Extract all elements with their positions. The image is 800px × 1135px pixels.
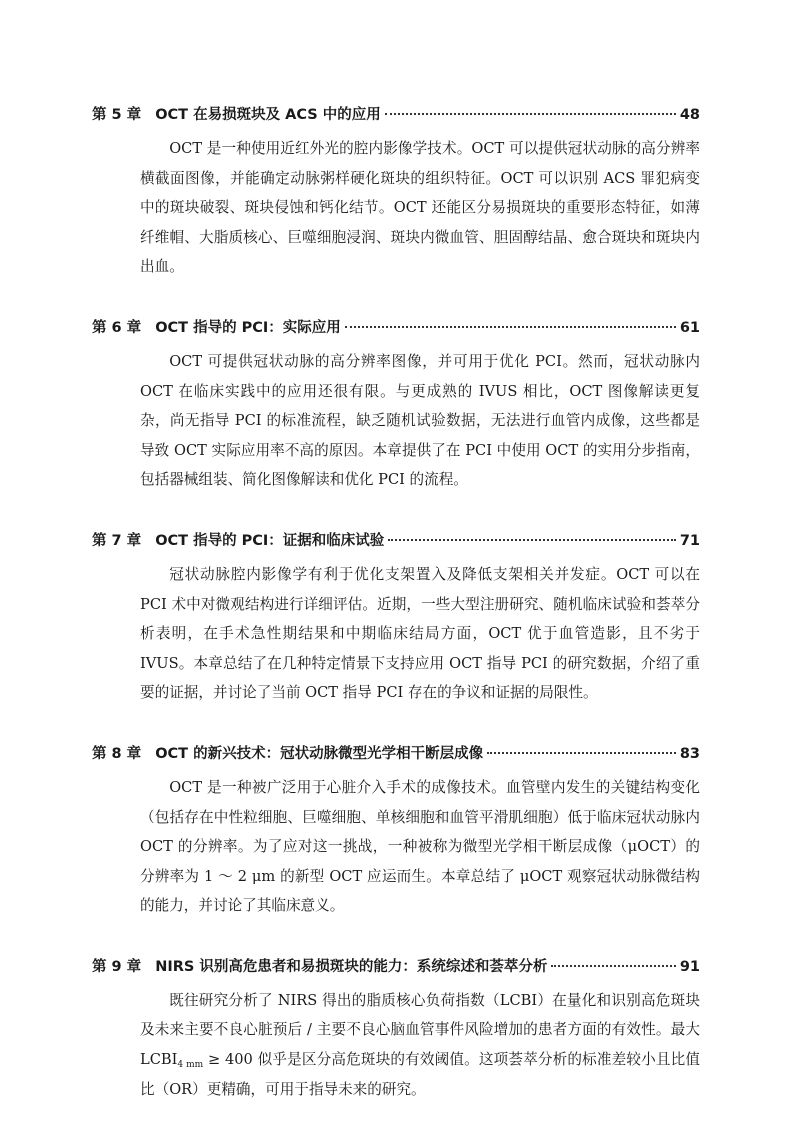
chapter-heading — [92, 313, 700, 343]
chapter-8 — [92, 739, 700, 921]
chapter-9 — [92, 952, 700, 1104]
chapter-5 — [92, 100, 700, 282]
dot-leader — [551, 965, 675, 967]
dot-leader — [388, 539, 676, 541]
page-number: 61 — [679, 319, 700, 336]
chapter-title: OCT 指导的 PCI：实际应用 — [155, 319, 341, 336]
chapter-7 — [92, 526, 700, 708]
chapter-heading — [92, 952, 700, 982]
chapter-number: 第 7 章 — [92, 532, 142, 549]
document-page — [92, 100, 700, 1135]
chapter-heading — [92, 739, 700, 769]
chapter-title: NIRS 识别高危患者和易损斑块的能力：系统综述和荟萃分析 — [155, 958, 548, 975]
page-number: 83 — [679, 745, 700, 762]
page-number: 48 — [679, 107, 700, 123]
chapter-number: 第 9 章 — [92, 958, 142, 975]
chapter-summary: OCT 是一种被广泛用于心脏介入手术的成像技术。血管壁内发生的关键结构变化（包括存在中性粒细胞、巨噬细胞、单核细胞和血管平滑肌细胞）低于临床冠状动脉内 OCT 的分辨率。为了应对这一挑战，一种被称为微型光学相干断层成像（μOCT）的分辨率为 1 ～ 2 μm 的新型 OCT 应运而生。本章总结了 μOCT 观察冠状动脉微结构的能力，并讨论了其临床意义。 — [140, 778, 700, 915]
chapter-number: 第 8 章 — [92, 745, 142, 762]
chapter-title: OCT 的新兴技术：冠状动脉微型光学相干断层成像 — [155, 745, 484, 762]
dot-leader — [345, 326, 676, 328]
chapter-title: OCT 指导的 PCI：证据和临床试验 — [155, 532, 385, 549]
dot-leader — [487, 752, 676, 754]
chapter-summary: 冠状动脉腔内影像学有利于优化支架置入及降低支架相关并发症。OCT 可以在 PCI 术中对微观结构进行详细评估。近期，一些大型注册研究、随机临床试验和荟萃分析表明，在手术急性期结果和中期临床结局方面，OCT 优于血管造影，且不劣于 IVUS。本章总结了在几种特定情景下支持应用 OCT 指导 PCI 的研究数据，介绍了重要的证据，并讨论了当前 OCT 指导 PCI 存在的争议和证据的局限性。 — [140, 565, 700, 702]
summary-text-end: ≥ 400 似乎是区分高危斑块的有效阈值。这项荟萃分析的标准差较小且比值比（OR）更精确，可用于指导未来的研究。 — [140, 1051, 700, 1098]
page-number: 91 — [679, 958, 700, 975]
chapter-heading — [92, 100, 700, 130]
chapter-heading — [92, 526, 700, 556]
chapter-number: 第 6 章 — [92, 319, 142, 336]
chapter-summary: OCT 是一种使用近红外光的腔内影像学技术。OCT 可以提供冠状动脉的高分辨率横截面图像，并能确定动脉粥样硬化斑块的组织特征。OCT 可以识别 ACS 罪犯病变中的斑块破裂、斑块侵蚀和钙化结节。OCT 还能区分易损斑块的重要形态特征，如薄纤维帽、大脂质核心、巨噬细胞浸润、斑块内微血管、胆固醇结晶、愈合斑块和斑块内出血。 — [140, 140, 700, 276]
chapter-title: OCT 在易损斑块及 ACS 中的应用 — [155, 107, 381, 123]
dot-leader — [385, 113, 676, 115]
chapter-summary — [140, 986, 700, 1104]
summary-text-start: 既往研究分析了 NIRS 得出的脂质核心负荷指数（LCBI）在量化和识别高危斑块及未来主要不良心脏预后 / 主要不良心脑血管事件风险增加的患者方面的有效性。最大 LCBI — [140, 991, 700, 1069]
chapter-6 — [92, 313, 700, 495]
page-number: 71 — [679, 532, 700, 549]
chapter-summary: OCT 可提供冠状动脉的高分辨率图像，并可用于优化 PCI。然而，冠状动脉内 OCT 在临床实践中的应用还很有限。与更成熟的 IVUS 相比，OCT 图像解读更复杂，尚无指导 PCI 的标准流程，缺乏随机试验数据，无法进行血管内成像，这些都是导致 OCT 实际应用率不高的原因。本章提供了在 PCI 中使用 OCT 的实用分步指南，包括器械组装、简化图像解读和优化 PCI 的流程。 — [140, 352, 700, 489]
subscript-4mm: 4 mm — [177, 1060, 204, 1071]
chapter-number: 第 5 章 — [92, 107, 142, 123]
